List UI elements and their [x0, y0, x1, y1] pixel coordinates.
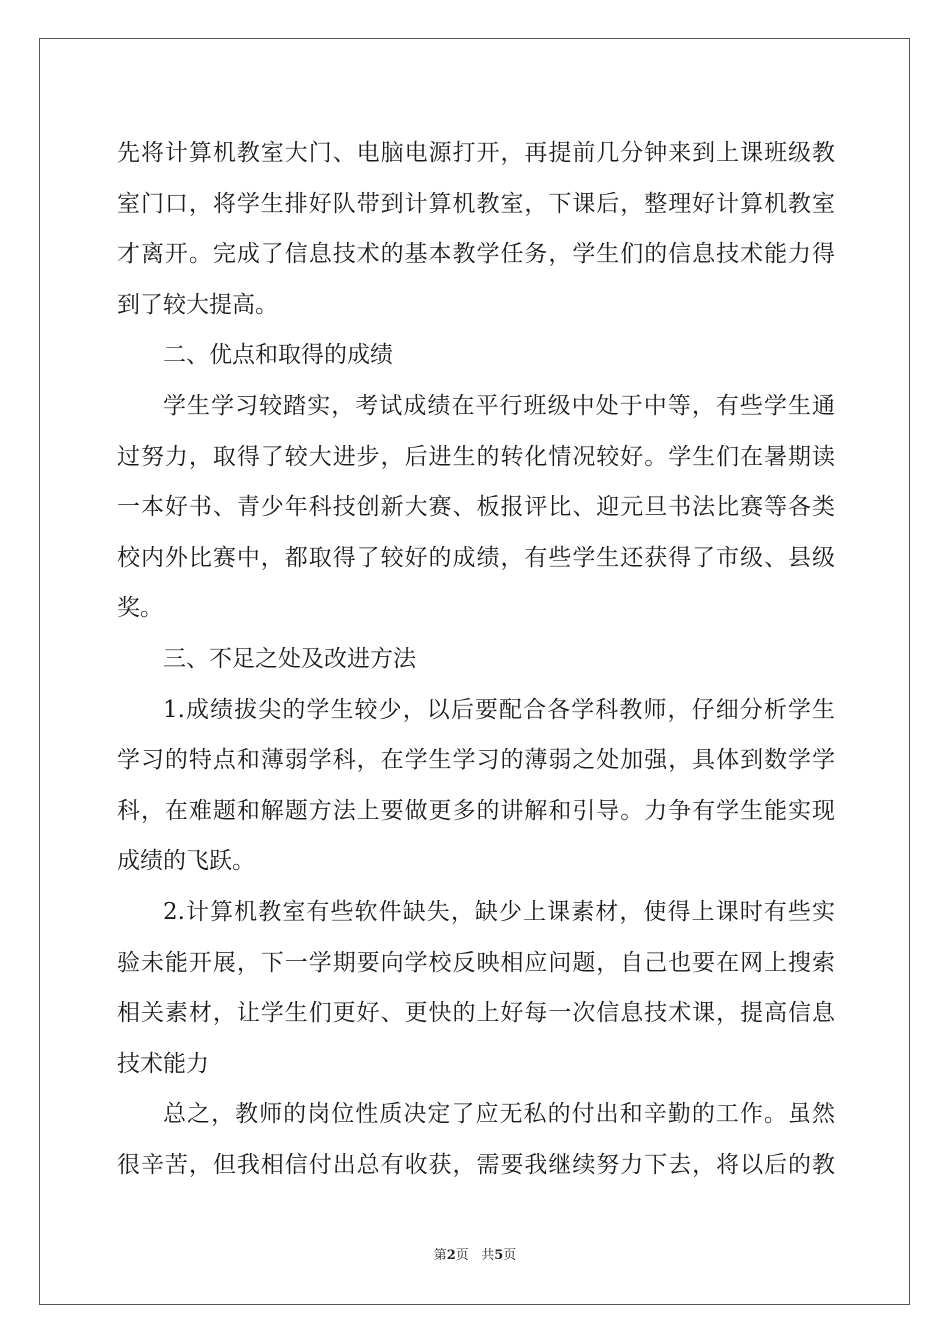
text-line: 1.成绩拔尖的学生较少，以后要配合各学科教师，仔细分析学生 [163, 696, 835, 723]
text-line: 到了较大提高。 [117, 291, 278, 318]
footer-mid: 页 共 [455, 1248, 495, 1263]
text-line: 二、优点和取得的成绩 [163, 342, 393, 369]
text-line: 相关素材，让学生们更好、更快的上好每一次信息技术课，提高信息 [117, 1000, 835, 1027]
footer-suffix: 页 [503, 1248, 517, 1263]
text-line: 奖。 [117, 595, 163, 622]
text-line: 先将计算机教室大门、电脑电源打开，再提前几分钟来到上课班级教 [117, 140, 835, 166]
text-line: 很辛苦，但我相信付出总有收获，需要我继续努力下去，将以后的教 [117, 1151, 835, 1178]
text-line: 校内外比赛中，都取得了较好的成绩，有些学生还获得了市级、县级 [117, 544, 835, 571]
footer-current-page: 2 [446, 1248, 456, 1263]
text-line: 学习的特点和薄弱学科，在学生学习的薄弱之处加强，具体到数学学 [117, 747, 835, 774]
text-line: 三、不足之处及改进方法 [163, 645, 416, 672]
document-body [117, 128, 835, 1190]
text-line: 才离开。完成了信息技术的基本教学任务，学生们的信息技术能力得 [117, 241, 835, 268]
text-line: 室门口，将学生排好队带到计算机教室，下课后，整理好计算机教室 [117, 190, 835, 217]
text-line: 学生学习较踏实，考试成绩在平行班级中处于中等，有些学生通 [163, 392, 835, 419]
text-line: 科，在难题和解题方法上要做更多的讲解和引导。力争有学生能实现 [117, 797, 835, 824]
footer-prefix: 第 [433, 1248, 447, 1263]
text-line: 一本好书、青少年科技创新大赛、板报评比、迎元旦书法比赛等各类 [117, 494, 835, 521]
text-line: 2.计算机教室有些软件缺失，缺少上课素材，使得上课时有些实 [163, 898, 835, 925]
text-line: 过努力，取得了较大进步，后进生的转化情况较好。学生们在暑期读 [117, 443, 835, 470]
page-footer [0, 1244, 950, 1263]
text-line: 验未能开展，下一学期要向学校反映相应问题，自己也要在网上搜索 [117, 949, 835, 976]
text-line: 成绩的飞跃。 [117, 848, 255, 875]
footer-total-pages: 5 [494, 1248, 504, 1263]
text-line: 总之，教师的岗位性质决定了应无私的付出和辛勤的工作。虽然 [163, 1101, 835, 1128]
text-line: 技术能力 [117, 1050, 209, 1077]
